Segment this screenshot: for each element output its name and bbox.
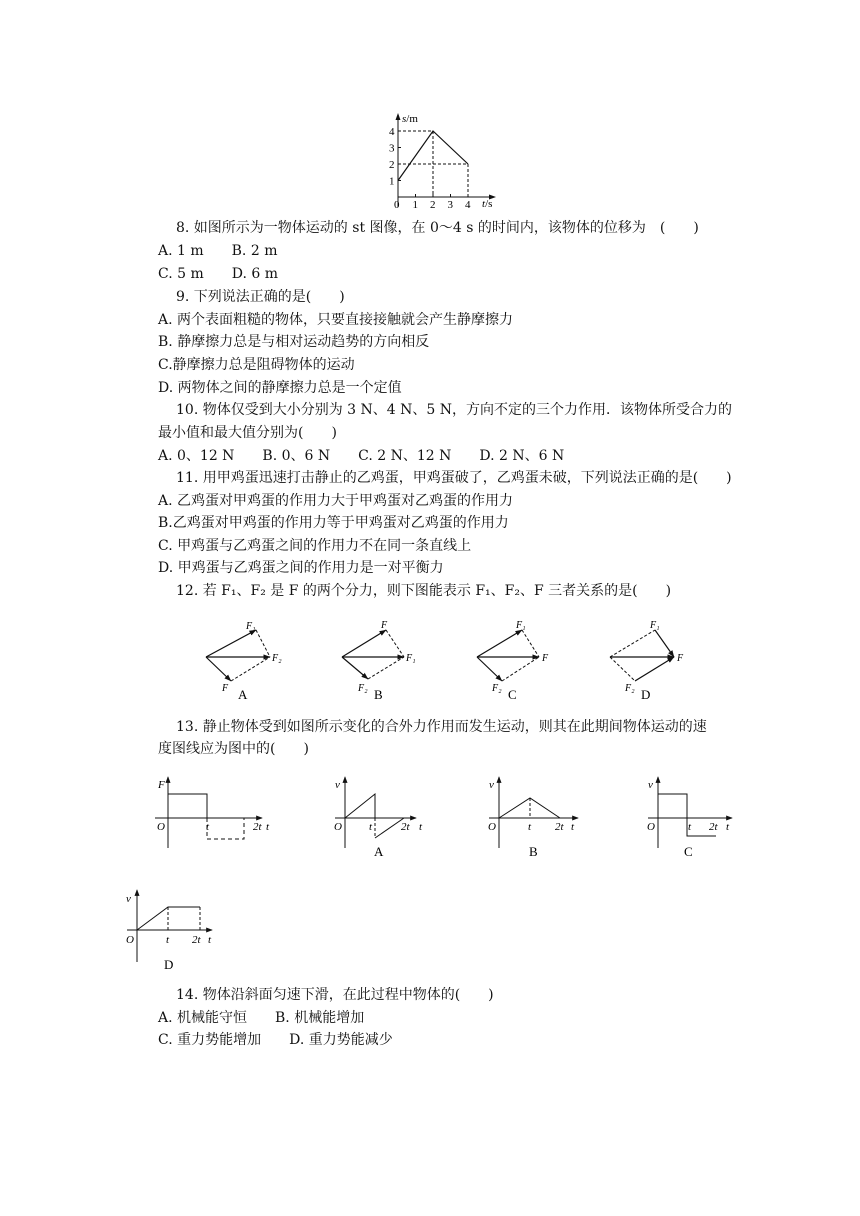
st-y-tick-label: 1 xyxy=(389,175,395,188)
st-graph xyxy=(380,112,510,212)
velocity-graph-c xyxy=(647,777,732,859)
q9-option-a: A. 两个表面粗糙的物体，只要直接接触就会产生静摩擦力 xyxy=(158,312,514,328)
force-diagram-a xyxy=(206,621,282,702)
svg-text:t: t xyxy=(206,821,210,833)
svg-text:t: t xyxy=(726,821,730,833)
svg-text:O: O xyxy=(126,934,134,946)
svg-text:F: F xyxy=(222,683,229,694)
q10-options: A. 0、12 N B. 0、6 N C. 2 N、12 N D. 2 N、6 N xyxy=(158,448,565,464)
svg-text:F₂: F₂ xyxy=(625,683,635,694)
st-y-tick-label: 4 xyxy=(389,126,395,138)
svg-text:F: F xyxy=(381,620,388,631)
q13-graphs xyxy=(120,772,760,982)
svg-text:O: O xyxy=(647,821,655,833)
force-diagram-label-d: D xyxy=(641,687,651,702)
svg-text:F₂: F₂ xyxy=(272,653,282,664)
q11-option-b: B.乙鸡蛋对甲鸡蛋的作用力等于甲鸡蛋对乙鸡蛋的作用力 xyxy=(158,515,509,531)
svg-text:t/s xyxy=(482,198,492,210)
q14-options-ab: A. 机械能守恒 B. 机械能增加 xyxy=(158,1010,365,1026)
q11-option-d: D. 甲鸡蛋与乙鸡蛋之间的作用力是一对平衡力 xyxy=(158,560,444,576)
svg-text:t: t xyxy=(208,934,212,946)
svg-text:t: t xyxy=(571,821,575,833)
q9-option-c: C.静摩擦力总是阻碍物体的运动 xyxy=(158,357,355,373)
q14-options-cd: C. 重力势能增加 D. 重力势能减少 xyxy=(158,1032,393,1048)
st-x-tick-label: 3 xyxy=(447,199,453,211)
svg-text:O: O xyxy=(157,821,165,833)
st-y-tick-label: 2 xyxy=(389,159,395,171)
q11-option-a: A. 乙鸡蛋对甲鸡蛋的作用力大于甲鸡蛋对乙鸡蛋的作用力 xyxy=(158,493,514,509)
force-diagram-label-a: A xyxy=(238,687,248,702)
q8-options-ab: A. 1 m B. 2 m xyxy=(158,243,278,259)
q13-stem-line1: 13. 静止物体受到如图所示变化的合外力作用而发生运动，则其在此期间物体运动的速 xyxy=(176,719,707,735)
velocity-graph-label-a: A xyxy=(374,844,384,859)
svg-text:v: v xyxy=(126,893,131,905)
svg-text:s/m xyxy=(402,113,418,125)
st-y-tick-label: 3 xyxy=(389,142,395,155)
st-ylabel-var: s xyxy=(402,113,407,125)
svg-text:t: t xyxy=(166,934,170,946)
svg-text:t: t xyxy=(419,821,423,833)
svg-text:v: v xyxy=(489,779,494,791)
svg-text:F: F xyxy=(677,653,684,664)
q11-stem: 11. 用甲鸡蛋迅速打击静止的乙鸡蛋，甲鸡蛋破了，乙鸡蛋未破，下列说法正确的是( ) xyxy=(176,470,732,486)
svg-text:F₁: F₁ xyxy=(246,621,256,632)
q14-stem: 14. 物体沿斜面匀速下滑，在此过程中物体的( ) xyxy=(176,987,494,1003)
force-diagram-d xyxy=(610,620,684,702)
velocity-graph-d xyxy=(126,890,212,972)
svg-text:F₁: F₁ xyxy=(650,620,660,631)
velocity-graph-label-c: C xyxy=(684,844,693,859)
svg-text:F₁: F₁ xyxy=(516,620,526,631)
q11-option-c: C. 甲鸡蛋与乙鸡蛋之间的作用力不在同一条直线上 xyxy=(158,538,472,554)
force-time-graph xyxy=(155,777,270,848)
force-diagram-c xyxy=(477,620,549,702)
svg-text:2t: 2t xyxy=(555,821,564,833)
q8-options-cd: C. 5 m D. 6 m xyxy=(158,266,279,282)
svg-text:F₂: F₂ xyxy=(358,683,368,694)
svg-text:t: t xyxy=(266,821,270,833)
svg-text:O: O xyxy=(488,821,496,833)
st-x-tick-label: 4 xyxy=(465,199,471,211)
svg-text:F₁: F₁ xyxy=(406,653,416,664)
q10-stem-line2: 最小值和最大值分别为( ) xyxy=(158,425,337,441)
q13-stem-line2: 度图线应为图中的( ) xyxy=(158,741,309,757)
svg-text:2t: 2t xyxy=(192,934,201,946)
svg-text:2t: 2t xyxy=(253,821,262,833)
force-diagram-label-b: B xyxy=(374,687,383,702)
q9-option-d: D. 两物体之间的静摩擦力总是一个定值 xyxy=(158,380,402,396)
svg-text:2t: 2t xyxy=(401,821,410,833)
svg-text:t: t xyxy=(688,821,692,833)
svg-text:2t: 2t xyxy=(709,821,718,833)
st-xlabel-unit: /s xyxy=(485,198,493,210)
svg-text:v: v xyxy=(335,779,340,791)
st-x-tick-label: 2 xyxy=(430,199,436,211)
svg-text:t: t xyxy=(528,821,532,833)
st-origin: 0 xyxy=(394,199,400,211)
force-diagram-label-c: C xyxy=(508,687,517,702)
st-ylabel-unit: /m xyxy=(406,113,418,125)
q12-stem: 12. 若 F₁、F₂ 是 F 的两个分力，则下图能表示 F₁、F₂、F 三者关系的是( ) xyxy=(176,583,672,599)
velocity-graph-label-d: D xyxy=(164,957,174,972)
svg-text:v: v xyxy=(648,779,653,791)
st-x-tick-label: 1 xyxy=(412,199,418,211)
velocity-graph-label-b: B xyxy=(529,844,538,859)
velocity-graph-b xyxy=(488,777,578,859)
svg-text:F: F xyxy=(542,653,549,664)
st-y-arrow xyxy=(396,113,401,120)
svg-text:O: O xyxy=(334,821,342,833)
q9-option-b: B. 静摩擦力总是与相对运动趋势的方向相反 xyxy=(158,334,430,350)
svg-text:t: t xyxy=(369,821,373,833)
svg-text:F: F xyxy=(158,779,165,791)
q10-stem-line1: 10. 物体仅受到大小分别为 3 N、4 N、5 N，方向不定的三个力作用．该物体所受合力的 xyxy=(176,402,732,418)
velocity-graph-a xyxy=(334,777,423,859)
force-diagram-b xyxy=(342,620,416,702)
st-xlabel-var: t xyxy=(482,198,486,210)
svg-text:F₂: F₂ xyxy=(492,683,502,694)
q8-stem: 8. 如图所示为一物体运动的 st 图像，在 0～4 s 的时间内，该物体的位移为 ( ) xyxy=(176,220,699,236)
force-diagrams xyxy=(196,615,696,705)
q9-stem: 9. 下列说法正确的是( ) xyxy=(176,289,345,305)
